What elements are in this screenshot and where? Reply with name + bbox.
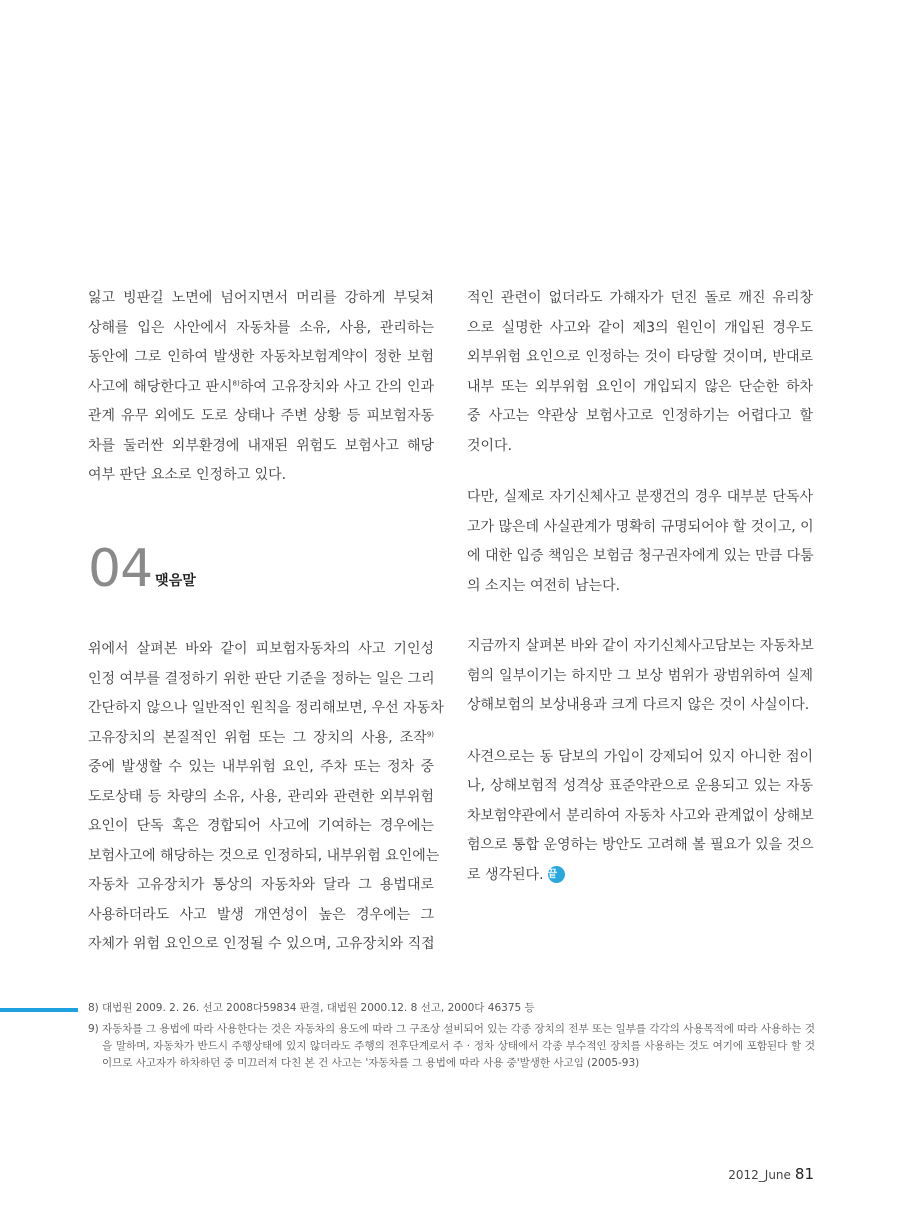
- footnote-ref-9[interactable]: 9): [426, 729, 434, 738]
- text-line: 도로상태 등 차량의 소유, 사용, 관리와 관련한 외부위험: [88, 788, 434, 805]
- text-line: 사견으로는 동 담보의 가입이 강제되어 있지 아니한 점이: [467, 748, 813, 765]
- paragraph: [467, 632, 813, 721]
- text-line: 험의 일부이기는 하지만 그 보상 범위가 광범위하여 실제: [467, 667, 813, 684]
- text-line: 차를 둘러싼 외부환경에 내재된 위험도 보험사고 해당: [88, 437, 434, 454]
- text-fragment: 고유장치의 본질적인 위험 또는 그 장치의 사용, 조작: [88, 729, 427, 746]
- right-column: [467, 284, 813, 890]
- text-line: 위에서 살펴본 바와 같이 피보험자동차의 사고 기인성: [88, 641, 434, 657]
- footnote-9: [88, 1021, 815, 1072]
- paragraph-gap: [467, 461, 813, 483]
- text-line: 자동차 고유장치가 통상의 자동차와 달라 그 용법대로: [88, 877, 434, 893]
- page-footer: [728, 1165, 814, 1183]
- text-line: 적인 관련이 없더라도 가해자가 던진 돌로 깨진 유리창: [467, 290, 813, 306]
- issue-label: 2012_June: [728, 1168, 791, 1182]
- text-line: 의 소지는 여전히 남는다.: [467, 577, 621, 594]
- footnote-accent-bar: [0, 1008, 78, 1012]
- text-line: 관계 유무 외에도 도로 상태나 주변 상황 등 피보험자동: [88, 408, 434, 424]
- text-line: 요인이 단독 혹은 경합되어 사고에 기여하는 경우에는: [88, 818, 434, 834]
- page-number: 81: [794, 1165, 814, 1183]
- text-line: [88, 724, 434, 754]
- end-mark-icon: 끝: [548, 866, 565, 883]
- text-line: 나, 상해보험적 성격상 표준약관으로 운용되고 있는 자동: [467, 778, 813, 794]
- footnote-ref-8[interactable]: 8): [232, 378, 240, 387]
- text-line: 으로 실명한 사고와 같이 제3의 원인이 개입된 경우도: [467, 319, 813, 336]
- footnote-text: 자동차를 그 용법에 따라 사용한다는 것은 자동차의 용도에 따라 그 구조상 설비되어 있는 각종 장치의 전부 또는 일부를 각각의 사용목적에 따라 사용하는 것을 말하며, 자동차가 반드시 주행상태에 있지 않더라도 주행의 전후단계로서 주 · 정차 상태에서 각종 부수적인 장치를 사용하는 것도 여기에 포함된다 할 것이므로 사고자가 하차하던 중 미끄러져 다친 본 건 사고는 '자동차를 그 용법에 따라 사용 중'발생한 사고임 (2005-93): [102, 1023, 815, 1069]
- paragraph: [467, 743, 813, 891]
- text-line: 것이다.: [467, 437, 513, 454]
- paragraph-gap: [467, 601, 813, 632]
- paragraph-gap: [467, 721, 813, 743]
- text-line: 중에 발생할 수 있는 내부위험 요인, 주차 또는 정차 중: [88, 759, 434, 775]
- text-line: 차보험약관에서 분리하여 자동차 사고와 관계없이 상해보: [467, 807, 814, 824]
- text-line: 중 사고는 약관상 보험사고로 인정하기는 어렵다고 할: [467, 408, 813, 424]
- text-line: 내부 또는 외부위험 요인이 개입되지 않은 단순한 하차: [467, 378, 813, 395]
- text-line: 험으로 통합 운영하는 방안도 고려해 볼 필요가 있을 것으: [467, 837, 814, 853]
- left-column-bottom-paragraph: [88, 635, 444, 960]
- footnote-mark: 9): [88, 1023, 99, 1035]
- text-line: 고가 많은데 사실관계가 명확히 규명되어야 할 것이고, 이: [467, 518, 814, 535]
- text-line: 여부 판단 요소로 인정하고 있다.: [88, 467, 287, 483]
- text-line: 상해보험의 보상내용과 크게 다르지 않은 것이 사실이다.: [467, 697, 810, 713]
- text-fragment: 사고에 해당한다고 판시: [88, 378, 233, 395]
- text-line: 다만, 실제로 자기신체사고 분쟁건의 경우 대부분 단독사: [467, 489, 813, 505]
- footnote-8: [88, 1000, 815, 1017]
- text-line: 외부위험 요인으로 인정하는 것이 타당할 것이며, 반대로: [467, 349, 813, 365]
- section-title: 맺음말: [155, 573, 196, 589]
- text-fragment: 로 생각된다.: [467, 866, 544, 883]
- text-line: 보험사고에 해당하는 것으로 인정하되, 내부위험 요인에는: [88, 847, 440, 864]
- footnotes: [88, 1000, 815, 1072]
- paragraph: [467, 483, 813, 601]
- text-line: 상해를 입은 사안에서 자동차를 소유, 사용, 관리하는: [88, 319, 434, 336]
- section-heading: [88, 534, 196, 604]
- section-number: 04: [88, 539, 153, 599]
- text-line: 인정 여부를 결정하기 위한 판단 기준을 정하는 일은 그리: [88, 670, 435, 687]
- paragraph: [467, 284, 813, 461]
- text-line: 에 대한 입증 책임은 보험금 청구권자에게 있는 만큼 다툼: [467, 548, 814, 564]
- text-line: 사용하더라도 사고 발생 개연성이 높은 경우에는 그: [88, 906, 434, 923]
- text-line: 잃고 빙판길 노면에 넘어지면서 머리를 강하게 부딪쳐: [88, 290, 434, 306]
- text-line: 간단하지 않으나 일반적인 원칙을 정리해보면, 우선 자동차: [88, 700, 444, 716]
- text-line: 자체가 위험 요인으로 인정될 수 있으며, 고유장치와 직접: [88, 936, 435, 952]
- text-line: 동안에 그로 인하여 발생한 자동차보험계약이 정한 보험: [88, 349, 434, 365]
- text-line: [467, 861, 813, 891]
- text-fragment: 하여 고유장치와 사고 간의 인과: [239, 378, 434, 395]
- text-line: 지금까지 살펴본 바와 같이 자기신체사고담보는 자동차보: [467, 638, 814, 654]
- left-column-top-paragraph: [88, 284, 434, 491]
- footnote-mark: 8): [88, 1002, 99, 1014]
- text-line: [88, 373, 434, 403]
- footnote-text: 대법원 2009. 2. 26. 선고 2008다59834 판결, 대법원 2000.12. 8 선고, 2000다 46375 등: [102, 1002, 535, 1014]
